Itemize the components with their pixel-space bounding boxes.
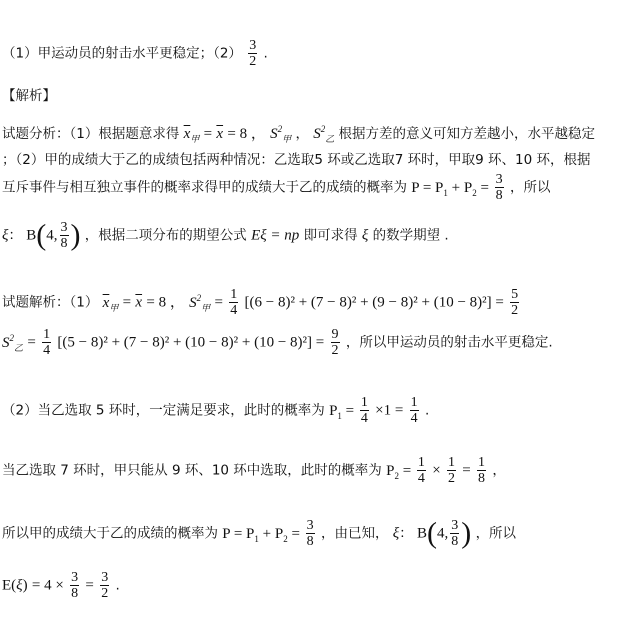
analysis-line-2: ；（2）甲的成绩大于乙的成绩包括两种情况：乙选取5 环或乙选取7 环时，甲取9 环、10 环，根据 (2, 152, 591, 168)
eq-2: = (462, 462, 471, 479)
denominator: 8 (495, 188, 503, 203)
answer-line (2, 38, 268, 69)
xi-symbol: ξ (2, 227, 9, 244)
variance-body: [(5 − 8)² + (7 − 8)² + (10 − 8)² + (10 − 8)²] = (57, 334, 325, 351)
formula-eq: = (476, 179, 493, 196)
solution-line-1 (2, 287, 521, 318)
analysis-l3-b: ，所以 (509, 179, 551, 196)
denominator: 8 (306, 534, 314, 549)
sup-2: 2 (9, 332, 14, 343)
eq-sign: = (203, 126, 213, 142)
s-yi: S (2, 334, 10, 351)
s-jia: S (270, 126, 278, 142)
analysis-line-1 (2, 125, 595, 143)
formula-p: P = P (411, 179, 444, 196)
s-yi: S (313, 126, 321, 142)
formula-plus: + P (447, 179, 473, 196)
answer-denominator: 2 (249, 54, 257, 69)
numerator: 1 (447, 455, 455, 470)
solution-l5-text: 所以甲的成绩大于乙的成绩的概率为 (2, 525, 218, 542)
plus: + P (258, 525, 284, 542)
binomial-p (60, 220, 69, 251)
numerator: 3 (495, 172, 503, 187)
analysis-text-a: 试题分析：（1）根据题意求得 (2, 126, 180, 142)
analysis-line-3 (2, 172, 550, 203)
P: P (386, 462, 395, 479)
denominator: 8 (71, 586, 79, 601)
numerator: 3 (451, 518, 459, 533)
solution-text-a: 试题解析：（1） (2, 294, 99, 311)
denominator: 2 (447, 471, 455, 486)
solution-l4-end: ， (492, 462, 506, 479)
sub-yi: 乙 (325, 134, 335, 144)
fraction-1-4b (410, 395, 419, 426)
solution-line-2 (2, 327, 553, 358)
sub-jia-2: 甲 (282, 134, 292, 144)
sub-jia: 甲 (190, 134, 200, 144)
sup-2: 2 (277, 124, 283, 134)
denominator: 2 (331, 343, 339, 358)
fraction-1-4 (42, 327, 51, 358)
binomial-n: 4, (437, 525, 449, 542)
denominator: 8 (478, 471, 486, 486)
sub-1: 1 (337, 410, 342, 421)
xi-symbol: ξ (392, 525, 400, 542)
section-heading-jiexi: 【解析】 (2, 88, 56, 104)
sub-2: 2 (283, 533, 288, 544)
eq: = (287, 525, 304, 542)
solution-l4-text: 当乙选取 7 环时，甲只能从 9 环、10 环中选取，此时的概率为 (2, 462, 382, 479)
eq-sign: = (122, 294, 132, 311)
numerator: 3 (101, 570, 109, 585)
solution-line-3 (2, 395, 429, 426)
numerator: 5 (511, 287, 519, 302)
eq-8: = 8 ， (227, 126, 266, 142)
analysis-line-4: ξ： B(4, $\frac{3}{8}$ ) ，根据二项分布的期望公式 Eξ = np 即可求得 ξ 的数学期望 . (2, 218, 449, 252)
eq-sign-2: = (214, 294, 223, 311)
analysis-l4-b: ，根据二项分布的期望公式 (84, 227, 247, 244)
binomial-p (450, 518, 459, 549)
sub-1: 1 (443, 187, 448, 198)
denominator: 4 (417, 471, 425, 486)
fraction-1-8 (477, 455, 486, 486)
xbar-jia: $\overline{x}$ (102, 294, 110, 311)
denominator: 2 (101, 586, 109, 601)
numerator: 1 (410, 395, 418, 410)
denominator: 2 (511, 303, 519, 318)
answer-text: （1）甲运动员的射击水平更稳定；（2） (2, 45, 242, 62)
answer-end: . (263, 45, 268, 62)
solution-l3-text: （2）当乙选取 5 环时，一定满足要求，此时的概率为 (2, 402, 325, 419)
sup-2b: 2 (320, 124, 326, 134)
comma: ， (295, 126, 309, 142)
solution-l6-end: . (115, 577, 120, 594)
answer-fraction (248, 38, 257, 69)
xbar: $\overline{x}$ (216, 126, 224, 142)
numerator: 1 (478, 455, 486, 470)
analysis-text-b: 根据方差的意义可知方差越小，水平越稳定 (338, 126, 596, 142)
sup-2: 2 (196, 292, 202, 303)
s-jia: S (189, 294, 197, 311)
solution-line-4 (2, 455, 506, 486)
colon: ： (8, 227, 22, 244)
P: P (329, 402, 338, 419)
analysis-l4-d: 的数学期望 . (372, 227, 449, 244)
denominator: 8 (60, 236, 68, 251)
fraction-9-2 (331, 327, 340, 358)
xbar-jia: $\overline{x}$ (183, 126, 191, 142)
numerator: 9 (331, 327, 339, 342)
colon: ： (399, 525, 413, 542)
xi-symbol: ξ (16, 577, 23, 594)
numerator: 1 (360, 395, 368, 410)
analysis-l3-text: 互斥事件与相互独立事件的概率求得甲的成绩大于乙的成绩的概率为 (2, 179, 407, 196)
denominator: 8 (451, 534, 459, 549)
denominator: 4 (43, 343, 51, 358)
eq: = (341, 402, 358, 419)
E: E (2, 577, 12, 594)
fraction-1-4 (417, 455, 426, 486)
numerator: 1 (43, 327, 51, 342)
fraction-5-2 (510, 287, 519, 318)
fraction-3-2 (100, 570, 109, 601)
eq-4-times: = 4 × (31, 577, 64, 594)
eq-sign: = (27, 334, 36, 351)
solution-line-6: E(ξ) = 4 × $\frac{3}{8}$ = $\frac{3}{2}$ . (2, 570, 120, 601)
numerator: 3 (71, 570, 79, 585)
fraction-1-4 (360, 395, 369, 426)
fraction-3-8 (306, 518, 315, 549)
fraction-3-8 (70, 570, 79, 601)
numerator: 3 (60, 220, 68, 235)
eq: = (398, 462, 415, 479)
fraction-1-2 (447, 455, 456, 486)
binomial-B: B (417, 525, 428, 542)
xi-symbol-2: ξ (361, 227, 369, 244)
sub-yi: 乙 (14, 342, 24, 353)
binomial-B: B (26, 227, 37, 244)
xbar: $\overline{x}$ (135, 294, 143, 311)
fraction-1-4 (229, 287, 238, 318)
numerator: 1 (417, 455, 425, 470)
eq-8: = 8 ， (146, 294, 185, 311)
sub-2: 2 (472, 187, 477, 198)
solution-l3-end: . (424, 402, 430, 419)
sub-1: 1 (254, 533, 259, 544)
analysis-l4-c: 即可求得 (303, 227, 358, 244)
sub-jia-2: 甲 (201, 302, 211, 313)
variance-body: [(6 − 8)² + (7 − 8)² + (9 − 8)² + (10 − 8)²] = (244, 294, 504, 311)
denominator: 4 (230, 303, 238, 318)
solution-l2-b: ，所以甲运动员的射击水平更稳定. (345, 334, 553, 351)
numerator: 3 (306, 518, 314, 533)
expectation-formula: Eξ = np (251, 227, 300, 244)
answer-numerator: 3 (249, 38, 257, 53)
solution-l5-b: ，由已知， (320, 525, 389, 542)
fraction-3-8 (495, 172, 504, 203)
solution-l5-c: ，所以 (475, 525, 517, 542)
denominator: 4 (410, 411, 418, 426)
times-one: ×1 = (375, 402, 404, 419)
numerator: 1 (230, 287, 238, 302)
times: × (432, 462, 441, 479)
eq-2: = (85, 577, 94, 594)
sub-jia: 甲 (109, 302, 119, 313)
solution-line-5: 所以甲的成绩大于乙的成绩的概率为 $P = P_1 + P_2$ = $\frac{3}{8}$ ，由已知， ξ： B(4, $\frac{3}{8}$ ) ，所以 (2, 516, 517, 550)
denominator: 4 (360, 411, 368, 426)
sub-2: 2 (394, 470, 399, 481)
formula-p: P = P (222, 525, 255, 542)
binomial-n: 4, (46, 227, 58, 244)
